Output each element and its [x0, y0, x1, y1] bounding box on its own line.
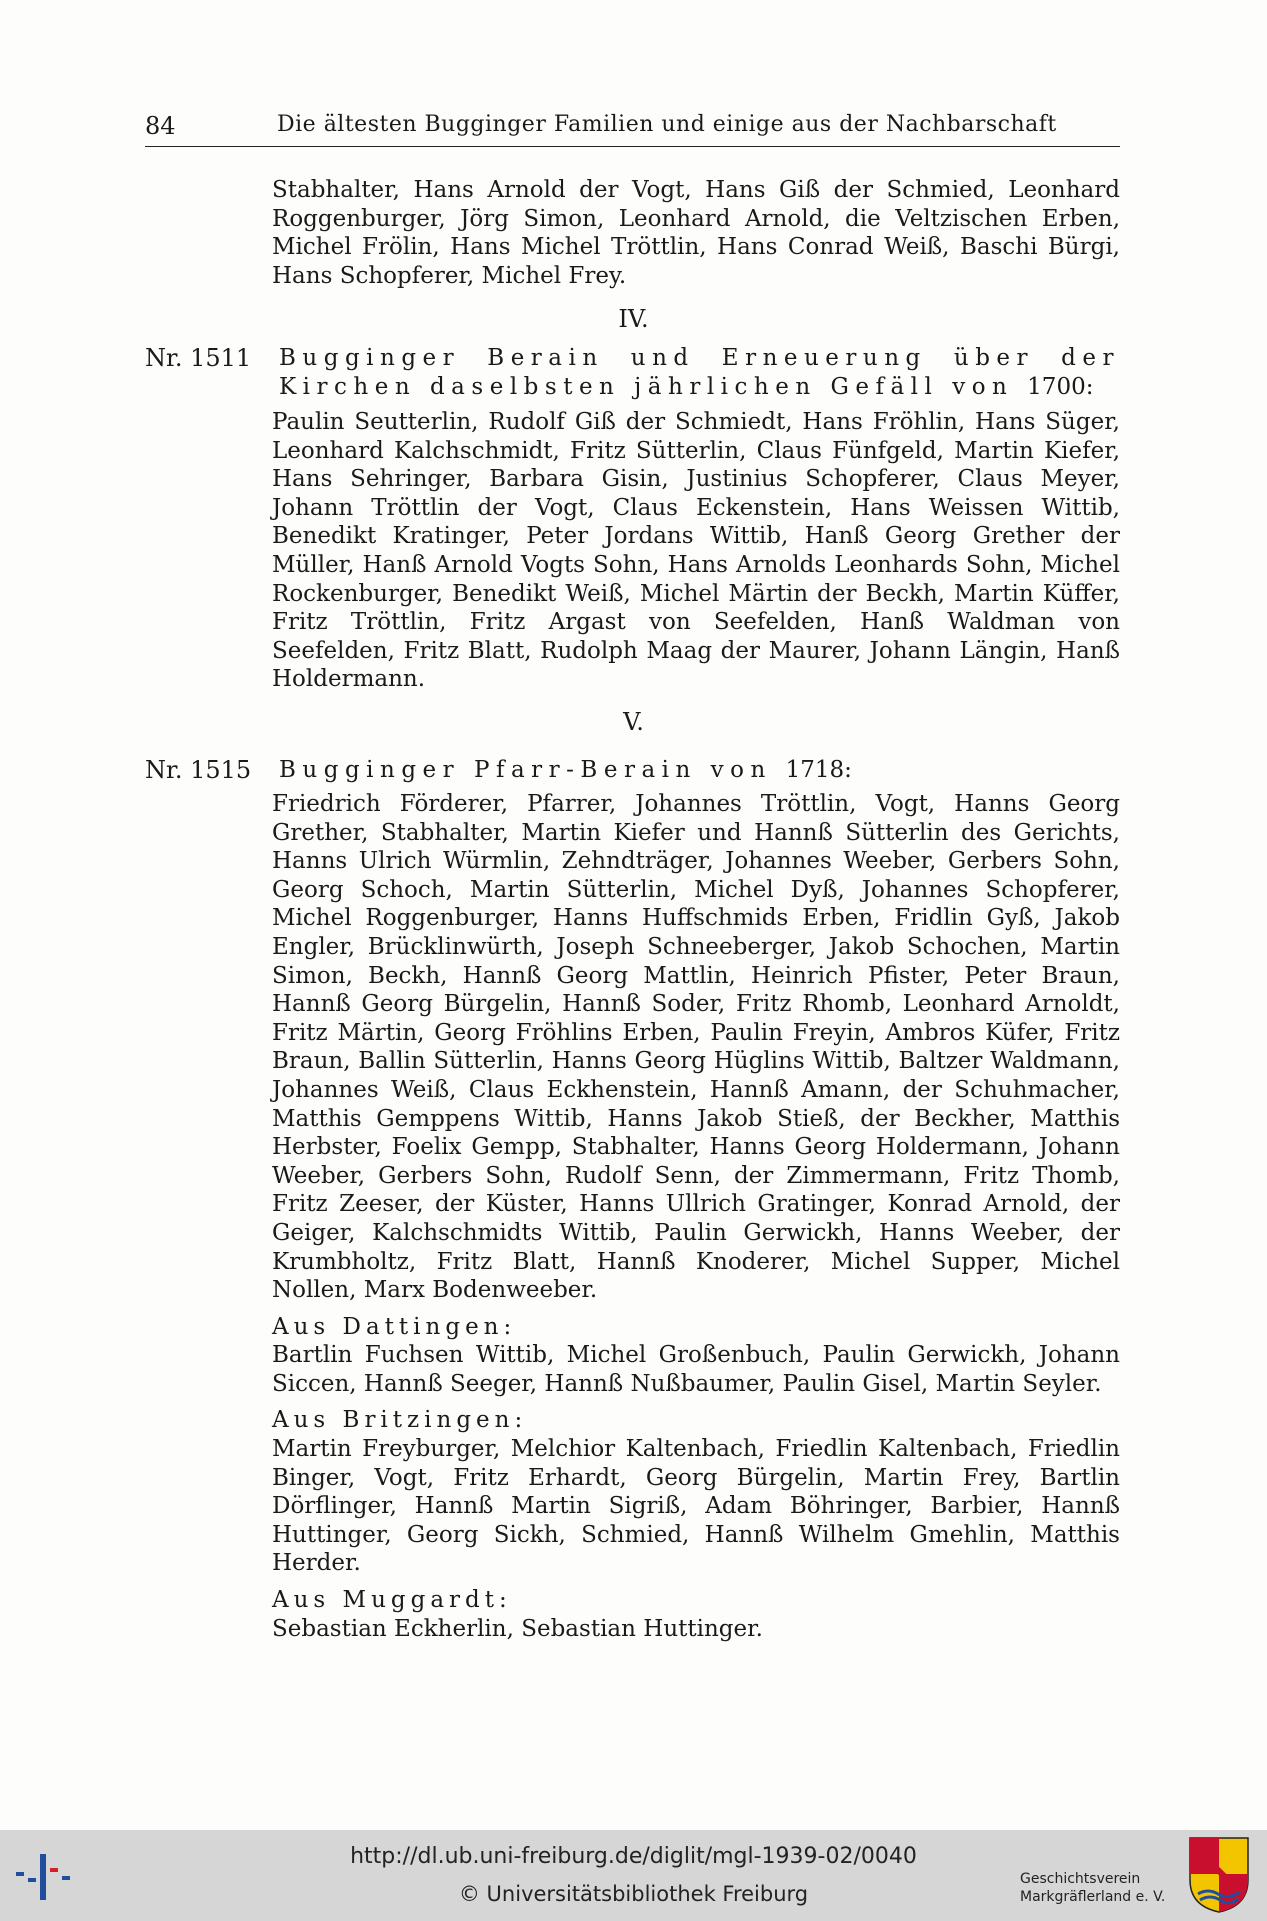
society-name-line2: Markgräflerland e. V. [1020, 1889, 1166, 1905]
coat-of-arms-icon [1188, 1836, 1250, 1914]
entry-body: Friedrich Förderer, Pfarrer, Johannes Tröttlin, Vogt, Hanns Georg Grether, Stabhalter, Martin Kiefer und Hannß Sütterlin des Gerichts, Hanns Ulrich Würmlin, Zehndträger, Johannes Weeber, Gerbers Sohn, Georg Schoch, Martin Sütterlin, Michel Dyß, Johannes Schopferer, Michel Roggenburger, Hanns Huffschmids Erben, Fridlin Gyß, Jakob Engler, Brücklinwürth, Joseph Schneeberger, Jakob Schochen, Martin Simon, Beckh, Hannß Georg Mattlin, Heinrich Pfister, Peter Braun, Hannß Georg Bürgelin, Hannß Soder, Fritz Rhomb, Leonhard Arnoldt, Fritz Märtin, Georg Fröhlins Erben, Paulin Freyin, Ambros Küfer, Fritz Braun, Ballin Sütterlin, Hanns Georg Hüglins Wittib, Baltzer Waldmann, Johannes Weiß, Claus Eckhenstein, Hannß Amann, der Schuhmacher, Matthis Gemppens Wittib, Hanns Jakob Stieß, der Beckher, Matthis Herbster, Foelix Gempp, Stabhalter, Hanns Georg Holdermann, Johann Weeber, Gerbers Sohn, Rudolf Senn, der Zimmermann, Fritz Thomb, Fritz Zeeser, der Küster, Hanns Ullrich Gratinger, Konrad Arnold, der Geiger, Kalchschmidts Wittib, Paulin Gerwickh, Hanns Weeber, der Krumbholtz, Fritz Blatt, Hannß Knoderer, Michel Supper, Michel Nollen, Marx Bodenweeber. [272, 791, 1120, 1304]
copyright-notice: © Universitätsbibliothek Freiburg [458, 1882, 809, 1906]
entry-number: Nr. 1511 [145, 344, 252, 372]
entry-body: Paulin Seutterlin, Rudolf Giß der Schmiedt, Hans Fröhlin, Hans Süger, Leonhard Kalchschmidt, Fritz Sütterlin, Claus Fünfgeld, Martin Kiefer, Hans Sehringer, Barbara Gisin, Justinius Schopferer, Claus Meyer, Johann Tröttlin der Vogt, Claus Eckenstein, Hans Weissen Wittib, Benedikt Kratinger, Peter Jordans Wittib, Hanß Georg Grether der Müller, Hanß Arnold Vogts Sohn, Hans Arnolds Leonhards Sohn, Michel Rockenburger, Benedikt Weiß, Michel Märtin der Beckh, Martin Küffer, Fritz Tröttlin, Fritz Argast von Seefelden, Hanß Waldman von Seefelden, Fritz Blatt, Rudolph Maag der Maurer, Johann Längin, Hanß Holdermann. [272, 409, 1120, 693]
society-name-line1: Geschichtsverein [1020, 1871, 1141, 1887]
document-url-link[interactable]: http://dl.ub.uni-freiburg.de/diglit/mgl-1939-02/0040 [350, 1844, 917, 1869]
section-heading-iv: IV. [618, 305, 649, 333]
subsection-heading: Aus Muggardt: [272, 1587, 512, 1614]
entry-number: Nr. 1515 [145, 756, 252, 784]
subsection-text: Bartlin Fuchsen Wittib, Michel Großenbuch, Paulin Gerwickh, Johann Siccen, Hannß Seeger, Hannß Nußbaumer, Paulin Gisel, Martin Seyler. [272, 1342, 1120, 1397]
viewer-footer [0, 1830, 1267, 1921]
page-number: 84 [145, 112, 176, 140]
section-heading-v: V. [623, 708, 644, 736]
entry-year: 1718: [785, 757, 852, 783]
subsection-heading: Aus Dattingen: [272, 1313, 517, 1340]
entry-title [279, 344, 1120, 401]
entry-title-text: Bugginger Pfarr-Berain von [279, 757, 772, 783]
subsection-heading: Aus Britzingen: [272, 1407, 528, 1434]
running-head: Die ältesten Bugginger Familien und einige aus der Nachbarschaft [277, 112, 1057, 137]
entry-title-text: Bugginger Berain und Erneuerung über der Kirchen daselbsten jährlichen Gefäll von [279, 345, 1120, 400]
subsection-text: Sebastian Eckherlin, Sebastian Huttinger. [272, 1615, 763, 1642]
intro-paragraph: Stabhalter, Hans Arnold der Vogt, Hans Giß der Schmied, Leonhard Roggenburger, Jörg Simon, Leonhard Arnold, die Veltzischen Erben, Michel Frölin, Hans Michel Tröttlin, Hans Conrad Weiß, Baschi Bürgi, Hans Schopferer, Michel Frey. [272, 177, 1120, 289]
society-name [1020, 1870, 1165, 1906]
entry-year: 1700: [1027, 373, 1094, 400]
page-header [145, 112, 1120, 147]
subsection-text: Martin Freyburger, Melchior Kaltenbach, Friedlin Kaltenbach, Friedlin Binger, Vogt, Fritz Erhardt, Georg Bürgelin, Martin Frey, Bartlin Dörflinger, Hannß Martin Sigriß, Adam Böhringer, Barbier, Hannß Huttinger, Georg Sickh, Schmied, Hannß Wilhelm Gmehlin, Matthis Herder. [272, 1436, 1120, 1577]
entry-body-wrap [272, 790, 1120, 1651]
entry-title [279, 756, 1120, 785]
